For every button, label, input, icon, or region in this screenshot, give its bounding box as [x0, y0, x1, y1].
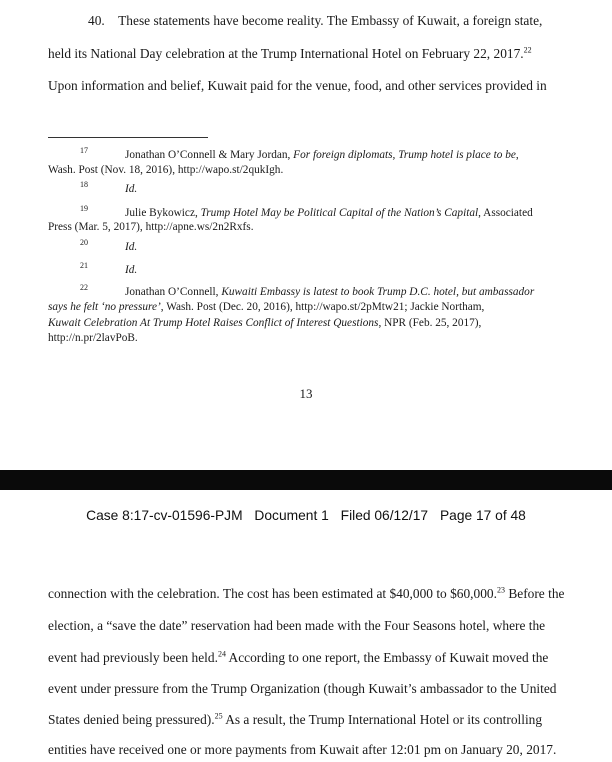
footnote-22-line-2: says he felt ‘no pressure’, Wash. Post (Dec. 20, 2016), http://wapo.st/2pMtw21; Jackie Northam, — [48, 301, 485, 313]
paragraph-40-line-1: 40. These statements have become reality. The Embassy of Kuwait, a foreign state, — [88, 13, 543, 28]
page-number: 13 — [299, 386, 313, 401]
footnote-22-line-4: http://n.pr/2lavPoB. — [48, 332, 138, 344]
footnote-20: 20 Id. — [80, 238, 138, 253]
footnote-21: 21 Id. — [80, 261, 138, 276]
footnote-22-line-3: Kuwait Celebration At Trump Hotel Raises Conflict of Interest Questions, NPR (Feb. 25, 2017), — [48, 317, 482, 329]
page-indicator: Page 17 of 48 — [439, 508, 526, 523]
footnote-19-line-2: Press (Mar. 5, 2017), http://apne.ws/2n2Rxfs. — [48, 221, 254, 233]
footnote-ref-25: 25 — [214, 711, 223, 721]
footnote-22-line-1: 22 Jonathan O’Connell, Kuwaiti Embassy is latest to book Trump D.C. hotel, but ambassador — [80, 283, 535, 298]
case-number: Case 8:17-cv-01596-PJM — [86, 508, 243, 523]
page-divider — [0, 470, 612, 490]
case-header — [0, 508, 612, 523]
body-line-3: event had previously been held.$^{24}$ According to one report, the Embassy of Kuwait moved the — [48, 649, 549, 665]
current-page-section — [0, 490, 612, 762]
footnote-ref-23: 23 — [496, 585, 505, 595]
body-line-6: entities have received one or more payments from Kuwait after 12:01 pm on January 20, 2017. — [48, 742, 557, 757]
footnote-18: 18 Id. — [80, 180, 138, 195]
filed-date: Filed 06/12/17 — [340, 508, 429, 523]
body-line-1: connection with the celebration. The cost has been estimated at $40,000 to $60,000.23 Before the — [48, 585, 565, 601]
footnote-19-line-1: 19 Julie Bykowicz, Trump Hotel May be Political Capital of the Nation’s Capital, Associated — [80, 204, 533, 219]
paragraph-40-line-3: Upon information and belief, Kuwait paid for the venue, food, and other services provided in — [48, 78, 547, 93]
footnote-17-line-2: Wash. Post (Nov. 18, 2016), http://wapo.st/2qukIgh. — [48, 164, 284, 176]
footnote-ref-22: 22 — [523, 45, 532, 55]
body-line-5: States denied being pressured).$^{25}$ As a result, the Trump International Hotel or its controlling — [48, 711, 543, 727]
footnote-17-line-1: 17 Jonathan O’Connell & Mary Jordan, For foreign diplomats, Trump hotel is place to be, — [80, 146, 519, 161]
body-line-4: event under pressure from the Trump Organization (though Kuwait’s ambassador to the United — [48, 681, 557, 696]
body-line-2: election, a “save the date” reservation had been made with the Four Seasons hotel, where the — [48, 618, 546, 633]
footnote-separator — [48, 137, 208, 138]
footnote-ref-24: 24 — [217, 649, 226, 659]
paragraph-40-line-2: held its National Day celebration at the Trump International Hotel on February 22, 2017.22 — [48, 45, 532, 61]
document-number: Document 1 — [254, 508, 329, 523]
